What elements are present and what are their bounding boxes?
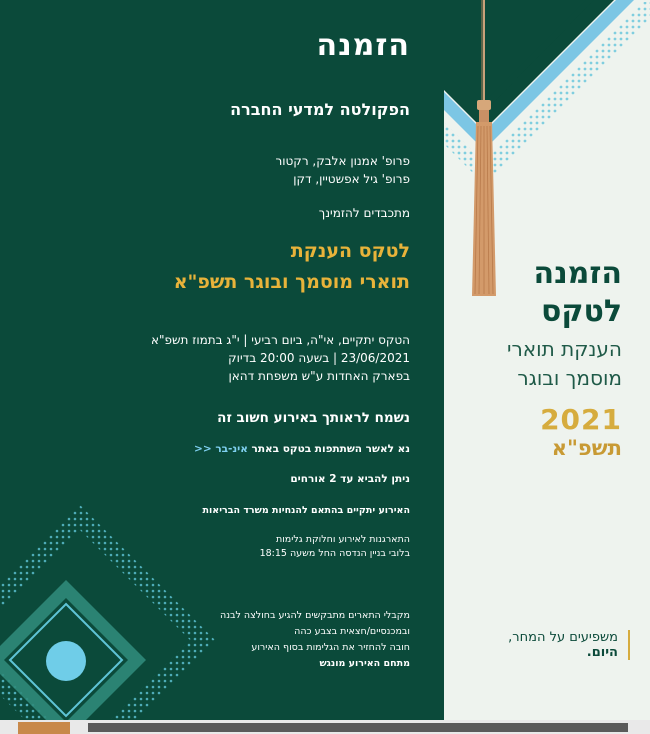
rector-name: פרופ' אמנון אלבק, רקטור — [275, 154, 410, 168]
event-location: בפארק האחדות ע"ש משפחת דהאן — [228, 369, 410, 383]
cover-year: 2021 — [540, 403, 622, 436]
invitation-cover-panel — [444, 0, 650, 720]
faculty-name: הפקולטה למדעי החברה — [230, 100, 410, 119]
scrollbar-thumb-accent — [18, 722, 70, 734]
dress-note-line2: ובמכנסיים/חצאית בצבע כהה — [294, 626, 410, 637]
bottom-scrollbar[interactable] — [0, 720, 650, 734]
gown-return-note: חובה להחזיר את הגלימות בסוף האירוע — [251, 642, 410, 653]
health-note: האירוע יתקיים בהתאם להנחיות משרד הבריאות — [202, 505, 410, 516]
honored-text: מתכבדים להזמינך — [318, 206, 410, 220]
cover-subtitle-line1: הענקת תוארי — [506, 337, 622, 361]
slogan-line2: היום. — [586, 645, 618, 660]
slogan — [444, 630, 630, 660]
scrollbar-thumb[interactable] — [88, 723, 628, 732]
slogan-line1: משפיעים על המחר, — [508, 630, 618, 645]
dean-name: פרופ' גיל אפשטיין, דקן — [293, 172, 410, 186]
rsvp-text: נא לאשר השתתפות בטקס באתר — [247, 443, 410, 455]
cover-title-line2: לטקס — [540, 294, 622, 329]
cover-hebrew-year: תשפ"א — [551, 436, 622, 460]
gathering-note-line1: התארגנות לאירוע וחלוקת גלימות — [275, 534, 410, 545]
rsvp-link[interactable]: אינ-בר — [215, 443, 248, 455]
event-date-hebrew: הטקס יתקיים, אי"ה, ביום רביעי | י"ג בתמוז תשפ"א — [150, 333, 410, 347]
ceremony-title-line1: לטקס הענקת — [290, 240, 410, 262]
happy-to-see-text: נשמח לראותך באירוע חשוב זה — [217, 410, 410, 426]
cover-subtitle-line2: מוסמך ובוגר — [517, 366, 622, 390]
gathering-note-line2: בלובי בניין הנדסה החל משעה 18:15 — [259, 548, 410, 559]
rsvp-arrows[interactable]: << — [194, 443, 216, 455]
rsvp-line — [194, 443, 410, 455]
cover-title-line1: הזמנה — [533, 256, 622, 291]
guests-note: ניתן להביא עד 2 אורחים — [290, 473, 410, 485]
accessibility-note: מתחם האירוע מונגש — [319, 658, 410, 669]
event-date-time: 23/06/2021 | בשעה 20:00 בדיוק — [228, 351, 410, 365]
ceremony-title-line2: תוארי מוסמך ובוגר תשפ"א — [173, 271, 410, 293]
dress-note-line1: מקבלי התארים מתבקשים להגיע בחולצה לבנה — [219, 610, 410, 621]
invitation-title: הזמנה — [316, 28, 410, 63]
